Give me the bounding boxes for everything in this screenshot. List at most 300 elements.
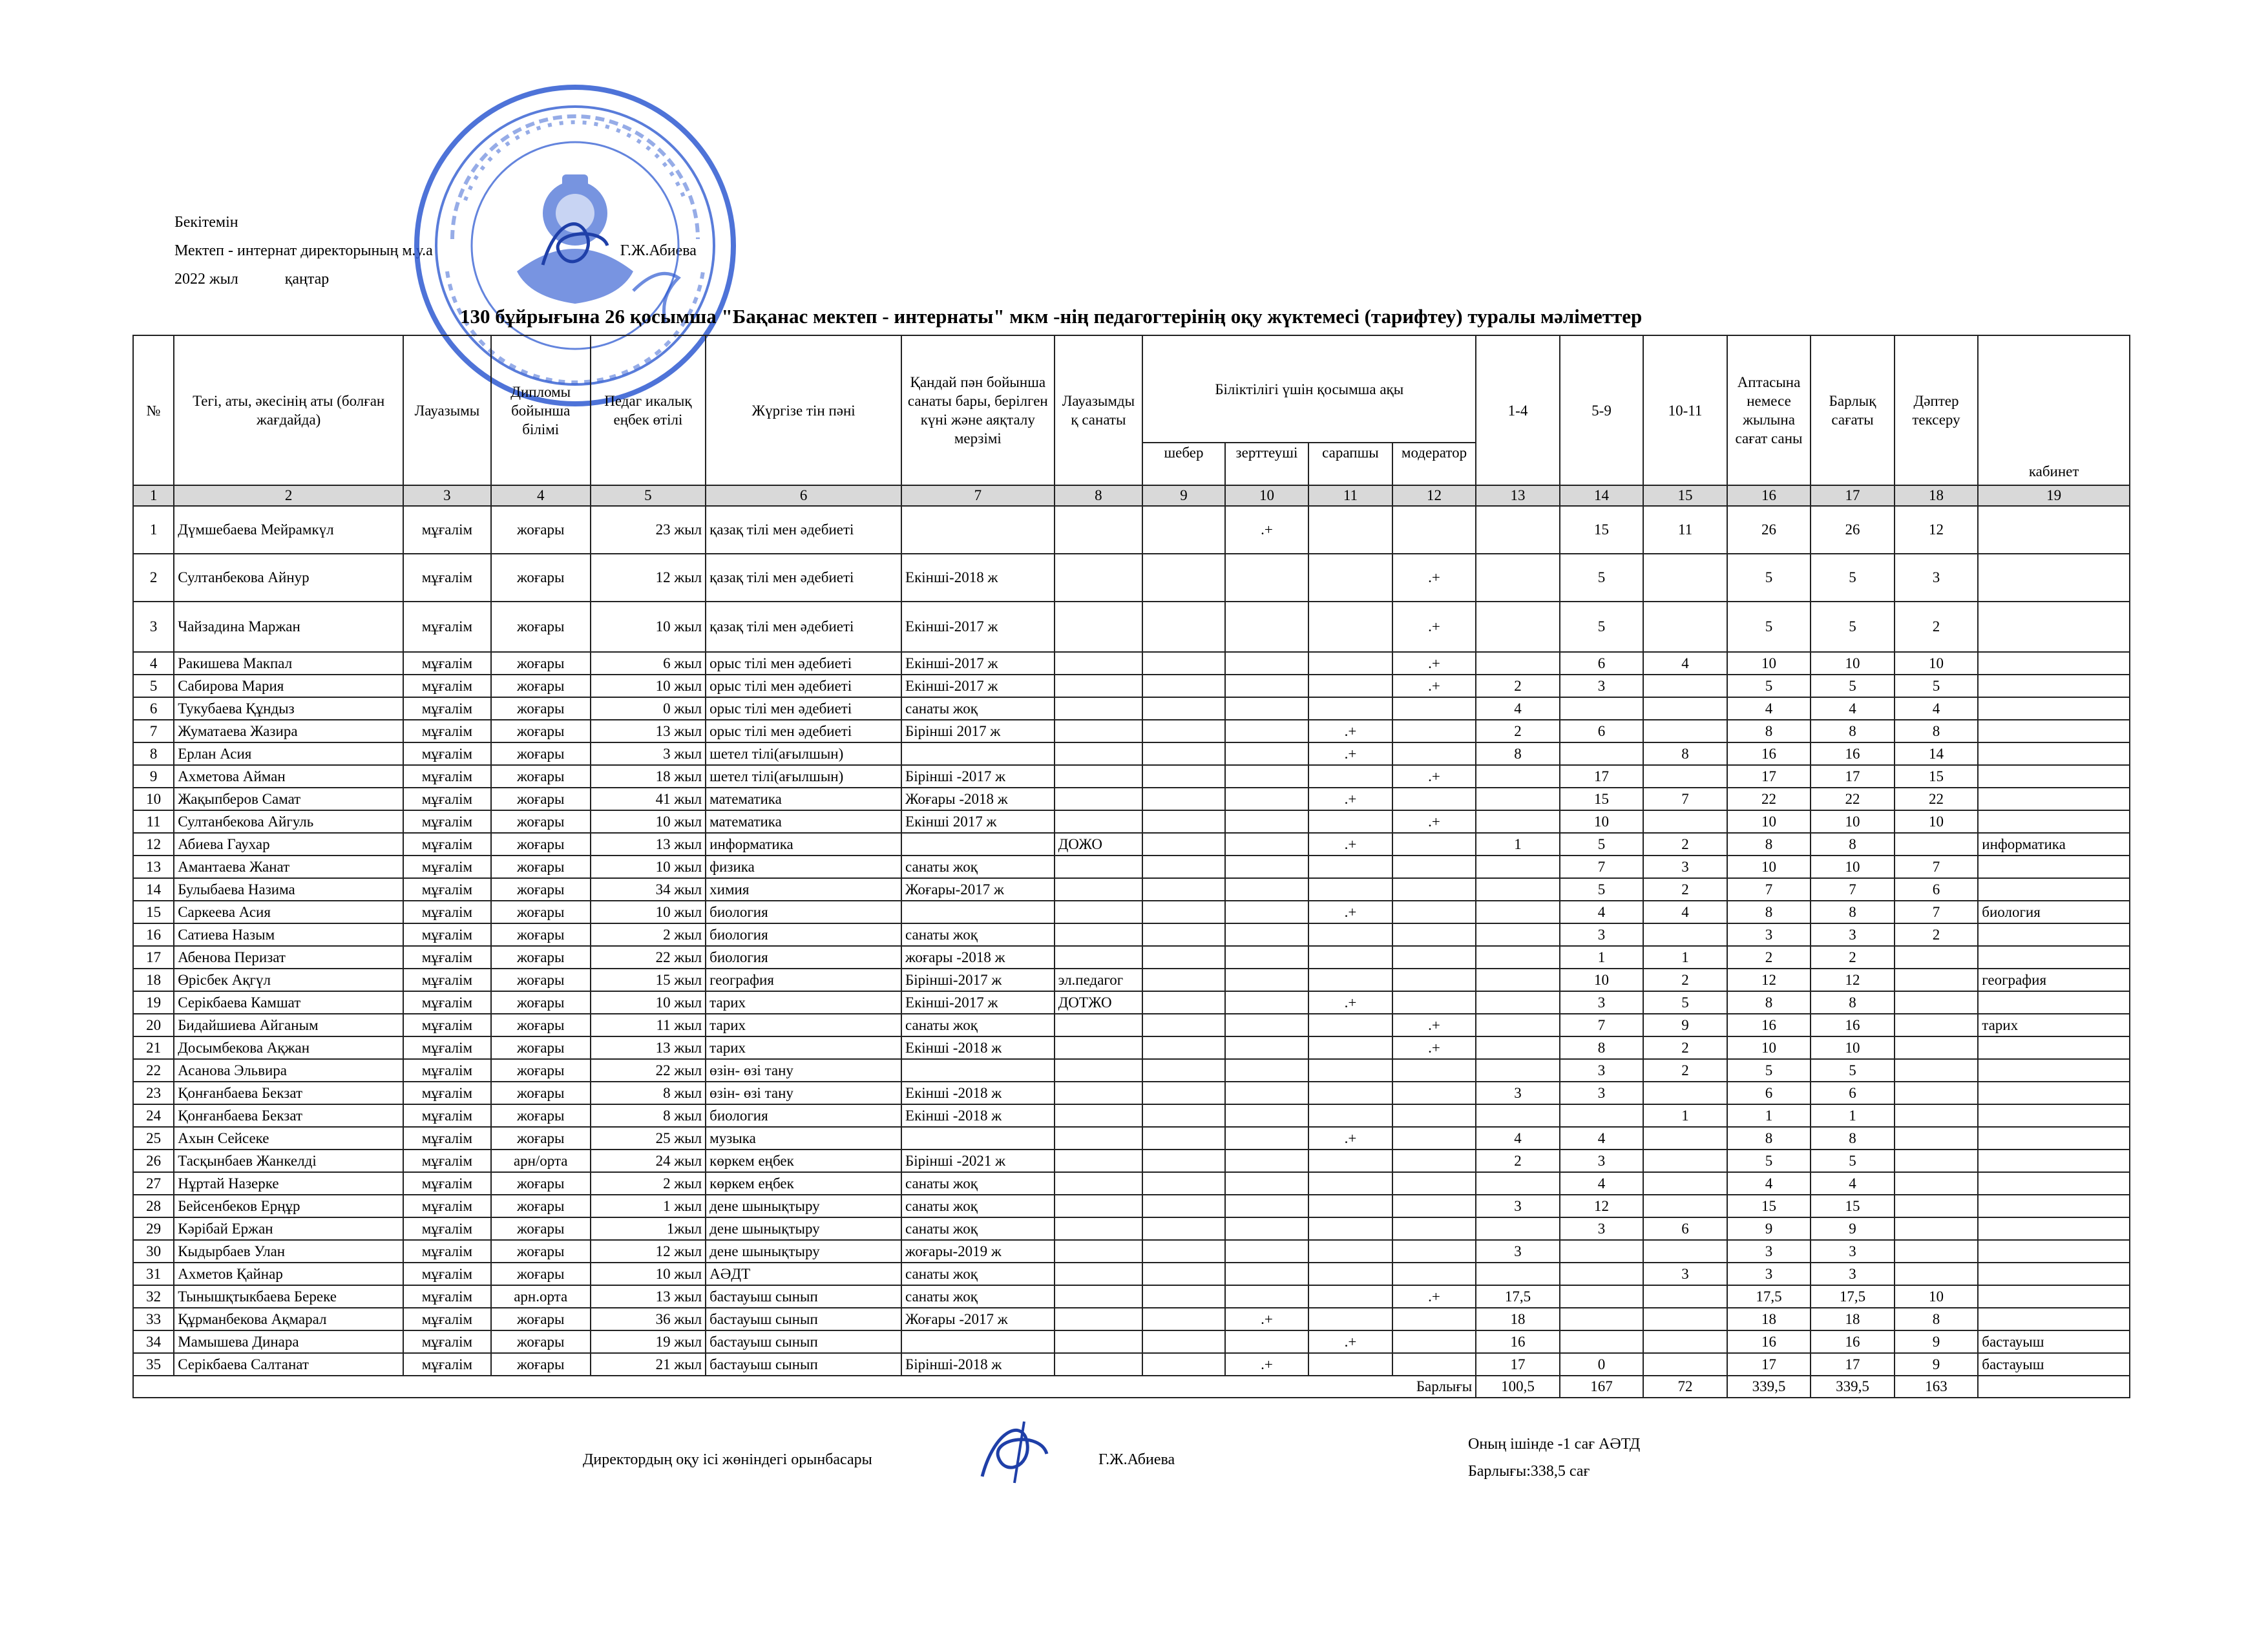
cell-weekly-hours: 18 [1727,1308,1811,1330]
cell-position-category [1055,1172,1143,1195]
cell-qual-moderator [1392,991,1476,1014]
cell-experience: 12 жыл [591,554,706,602]
cell-experience: 10 жыл [591,1263,706,1285]
cell-cabinet [1978,856,2130,878]
cell-teacher-name: Амантаева Жанат [174,856,403,878]
cell-diploma: жоғары [491,765,591,788]
cell-total-hours: 4 [1811,697,1895,720]
cell-grades-1-4 [1476,765,1560,788]
cell-teacher-name: Султанбекова Айгуль [174,810,403,833]
header-category: Қандай пән бойынша санаты бары, берілген күні және аяқталу мерзімі [901,335,1055,485]
cell-cabinet [1978,1082,2130,1104]
cell-qual-master [1142,1014,1224,1036]
totals-grades-1-4: 100,5 [1476,1376,1560,1398]
deputy-name: Г.Ж.Абиева [1098,1451,1175,1468]
cell-position-category [1055,652,1143,675]
cell-cabinet: бастауыш [1978,1353,2130,1376]
cell-experience: 19 жыл [591,1330,706,1353]
cell-qual-expert [1308,1353,1392,1376]
cell-category: санаты жоқ [901,1172,1055,1195]
cell-diploma: жоғары [491,506,591,554]
cell-teacher-name: Ерлан Асия [174,742,403,765]
cell-cabinet [1978,1036,2130,1059]
cell-qual-expert [1308,969,1392,991]
cell-qual-researcher [1225,1127,1309,1150]
cell-category: Жоғары -2017 ж [901,1308,1055,1330]
table-body [133,506,2130,1376]
cell-grades-5-9 [1560,1285,1644,1308]
cell-teacher-name: Сабирова Мария [174,675,403,697]
cell-qual-expert: .+ [1308,901,1392,923]
cell-experience: 8 жыл [591,1104,706,1127]
cell-qual-expert [1308,506,1392,554]
cell-row-number: 29 [133,1217,174,1240]
cell-qual-moderator: .+ [1392,1285,1476,1308]
cell-qual-researcher [1225,969,1309,991]
cell-teacher-name: Султанбекова Айнур [174,554,403,602]
header-grades-1-4: 1-4 [1476,335,1560,485]
cell-grades-5-9: 10 [1560,810,1644,833]
col-number: 13 [1476,485,1560,506]
cell-notebook-check: 2 [1895,923,1979,946]
cell-diploma: жоғары [491,675,591,697]
cell-grades-1-4 [1476,1014,1560,1036]
cell-total-hours: 10 [1811,810,1895,833]
cell-qual-moderator [1392,506,1476,554]
cell-total-hours: 22 [1811,788,1895,810]
cell-total-hours: 3 [1811,1263,1895,1285]
cell-total-hours: 4 [1811,1172,1895,1195]
cell-grades-1-4: 17 [1476,1353,1560,1376]
cell-weekly-hours: 8 [1727,833,1811,856]
cell-row-number: 14 [133,878,174,901]
cell-experience: 22 жыл [591,1059,706,1082]
cell-experience: 22 жыл [591,946,706,969]
cell-category: санаты жоқ [901,1217,1055,1240]
cell-qual-researcher [1225,1014,1309,1036]
cell-notebook-check: 3 [1895,554,1979,602]
cell-teacher-name: Булыбаева Назима [174,878,403,901]
cell-grades-5-9: 3 [1560,991,1644,1014]
cell-total-hours: 8 [1811,833,1895,856]
cell-category: Екінші-2018 ж [901,554,1055,602]
cell-total-hours: 16 [1811,1330,1895,1353]
cell-category [901,742,1055,765]
cell-qual-moderator [1392,1082,1476,1104]
approval-director-name: Г.Ж.Абиева [620,242,697,259]
cell-total-hours: 3 [1811,923,1895,946]
cell-position: мұғалім [403,833,491,856]
cell-teacher-name: Тасқынбаев Жанкелді [174,1150,403,1172]
cell-subject: бастауыш сынып [706,1330,901,1353]
cell-notebook-check [1895,1263,1979,1285]
cell-cabinet [1978,1195,2130,1217]
cell-subject: информатика [706,833,901,856]
totals-weekly: 339,5 [1727,1376,1811,1398]
cell-grades-5-9: 10 [1560,969,1644,991]
cell-cabinet [1978,1127,2130,1150]
header-cabinet: кабинет [1978,335,2130,485]
cell-qual-researcher [1225,1172,1309,1195]
header-grades-5-9: 5-9 [1560,335,1644,485]
cell-weekly-hours: 5 [1727,554,1811,602]
cell-teacher-name: Тукубаева Құндыз [174,697,403,720]
cell-qual-moderator [1392,946,1476,969]
totals-grades-5-9: 167 [1560,1376,1644,1398]
cell-teacher-name: Жуматаева Жазира [174,720,403,742]
table-row [133,554,2130,602]
cell-diploma: арн/орта [491,1150,591,1172]
cell-notebook-check [1895,1082,1979,1104]
cell-weekly-hours: 15 [1727,1195,1811,1217]
table-row [133,720,2130,742]
cell-cabinet [1978,697,2130,720]
cell-grades-10-11: 6 [1643,1217,1727,1240]
cell-grades-5-9: 3 [1560,675,1644,697]
cell-qual-researcher [1225,554,1309,602]
cell-qual-moderator: .+ [1392,675,1476,697]
cell-position: мұғалім [403,765,491,788]
cell-experience: 10 жыл [591,901,706,923]
cell-qual-expert: .+ [1308,742,1392,765]
header-name: Тегі, аты, әкесінің аты (болған жағдайда) [174,335,403,485]
cell-grades-10-11: 2 [1643,969,1727,991]
table-row [133,602,2130,652]
cell-qual-expert [1308,652,1392,675]
cell-teacher-name: Кәрібай Ержан [174,1217,403,1240]
cell-grades-10-11 [1643,1330,1727,1353]
cell-qual-moderator [1392,788,1476,810]
cell-qual-master [1142,923,1224,946]
cell-teacher-name: Сатиева Назым [174,923,403,946]
cell-weekly-hours: 10 [1727,856,1811,878]
cell-weekly-hours: 3 [1727,923,1811,946]
cell-subject: дене шынықтыру [706,1240,901,1263]
cell-cabinet [1978,1059,2130,1082]
col-number: 5 [591,485,706,506]
cell-position-category [1055,810,1143,833]
cell-row-number: 9 [133,765,174,788]
cell-qual-moderator [1392,1104,1476,1127]
cell-diploma: жоғары [491,1240,591,1263]
cell-grades-10-11: 3 [1643,1263,1727,1285]
cell-qual-master [1142,901,1224,923]
cell-qual-master [1142,1353,1224,1376]
cell-subject: шетел тілі(ағылшын) [706,765,901,788]
table-row [133,765,2130,788]
cell-total-hours: 8 [1811,1127,1895,1150]
cell-qual-moderator [1392,1240,1476,1263]
cell-diploma: жоғары [491,833,591,856]
cell-qual-expert [1308,810,1392,833]
cell-category: жоғары -2018 ж [901,946,1055,969]
cell-qual-expert [1308,675,1392,697]
cell-cabinet [1978,720,2130,742]
cell-experience: 6 жыл [591,652,706,675]
cell-position-category [1055,901,1143,923]
cell-position-category [1055,1353,1143,1376]
table-row [133,1240,2130,1263]
cell-position-category [1055,1014,1143,1036]
col-number: 17 [1811,485,1895,506]
cell-qual-master [1142,1308,1224,1330]
header-no: № [133,335,174,485]
cell-total-hours: 5 [1811,675,1895,697]
cell-grades-5-9 [1560,742,1644,765]
cell-qual-researcher [1225,923,1309,946]
cell-qual-moderator [1392,1217,1476,1240]
cell-position: мұғалім [403,946,491,969]
cell-teacher-name: Досымбекова Ақжан [174,1036,403,1059]
cell-diploma: жоғары [491,946,591,969]
column-number-row [133,485,2130,506]
table-row [133,833,2130,856]
cell-qual-master [1142,856,1224,878]
cell-cabinet [1978,1240,2130,1263]
cell-qual-researcher [1225,810,1309,833]
cell-experience: 23 жыл [591,506,706,554]
cell-grades-5-9: 15 [1560,788,1644,810]
col-number: 15 [1643,485,1727,506]
cell-row-number: 34 [133,1330,174,1353]
cell-cabinet [1978,1308,2130,1330]
cell-teacher-name: Бидайшиева Айганым [174,1014,403,1036]
cell-cabinet [1978,923,2130,946]
cell-subject: математика [706,810,901,833]
cell-qual-expert [1308,856,1392,878]
cell-grades-5-9: 1 [1560,946,1644,969]
col-number: 3 [403,485,491,506]
cell-qual-expert [1308,1308,1392,1330]
cell-qual-researcher [1225,788,1309,810]
cell-qual-master [1142,1059,1224,1082]
cell-cabinet [1978,1150,2130,1172]
director-signature [530,213,620,278]
cell-qual-researcher [1225,1240,1309,1263]
cell-position: мұғалім [403,969,491,991]
cell-qual-expert [1308,1036,1392,1059]
cell-notebook-check: 4 [1895,697,1979,720]
cell-weekly-hours: 12 [1727,969,1811,991]
cell-position: мұғалім [403,1217,491,1240]
cell-notebook-check: 9 [1895,1353,1979,1376]
cell-qual-researcher: .+ [1225,506,1309,554]
totals-notebook: 163 [1895,1376,1979,1398]
cell-subject: орыс тілі мен әдебиеті [706,675,901,697]
col-number: 7 [901,485,1055,506]
cell-grades-10-11: 4 [1643,901,1727,923]
cell-grades-10-11 [1643,602,1727,652]
cell-grades-1-4 [1476,788,1560,810]
cell-subject: география [706,969,901,991]
cell-position-category [1055,1195,1143,1217]
cell-weekly-hours: 17,5 [1727,1285,1811,1308]
cell-experience: 10 жыл [591,810,706,833]
col-number: 14 [1560,485,1644,506]
cell-row-number: 11 [133,810,174,833]
cell-category: Екінші -2018 ж [901,1082,1055,1104]
cell-teacher-name: Ахын Сейсеке [174,1127,403,1150]
cell-grades-1-4: 1 [1476,833,1560,856]
cell-grades-1-4: 4 [1476,1127,1560,1150]
cell-diploma: жоғары [491,991,591,1014]
cell-qual-master [1142,1285,1224,1308]
cell-position: мұғалім [403,991,491,1014]
table-row [133,675,2130,697]
cell-position-category [1055,856,1143,878]
cell-qual-moderator: .+ [1392,554,1476,602]
cell-qual-master [1142,742,1224,765]
cell-row-number: 8 [133,742,174,765]
table-row [133,788,2130,810]
cell-subject: өзін- өзі тану [706,1082,901,1104]
cell-experience: 12 жыл [591,1240,706,1263]
cell-weekly-hours: 9 [1727,1217,1811,1240]
cell-subject: музыка [706,1127,901,1150]
cell-qual-expert [1308,1285,1392,1308]
cell-experience: 15 жыл [591,969,706,991]
cell-subject: химия [706,878,901,901]
cell-experience: 24 жыл [591,1150,706,1172]
totals-grades-10-11: 72 [1643,1376,1727,1398]
cell-cabinet: бастауыш [1978,1330,2130,1353]
cell-weekly-hours: 22 [1727,788,1811,810]
cell-grades-1-4 [1476,901,1560,923]
header-position: Лауазымы [403,335,491,485]
cell-cabinet [1978,810,2130,833]
cell-position-category [1055,697,1143,720]
table-row [133,697,2130,720]
cell-position: мұғалім [403,742,491,765]
cell-category: Екінші-2017 ж [901,675,1055,697]
table-row [133,856,2130,878]
cell-total-hours: 10 [1811,1036,1895,1059]
cell-total-hours: 5 [1811,554,1895,602]
cell-total-hours: 10 [1811,856,1895,878]
cell-diploma: жоғары [491,697,591,720]
cell-grades-5-9 [1560,697,1644,720]
cell-weekly-hours: 10 [1727,1036,1811,1059]
approval-year: 2022 жыл [174,271,238,288]
cell-subject: бастауыш сынып [706,1353,901,1376]
cell-category: жоғары-2019 ж [901,1240,1055,1263]
cell-experience: 1 жыл [591,1195,706,1217]
cell-subject: биология [706,923,901,946]
cell-grades-10-11 [1643,697,1727,720]
cell-qual-moderator: .+ [1392,652,1476,675]
cell-position-category [1055,1104,1143,1127]
cell-qual-moderator [1392,1150,1476,1172]
cell-qual-researcher [1225,1330,1309,1353]
cell-diploma: жоғары [491,1059,591,1082]
cell-weekly-hours: 6 [1727,1082,1811,1104]
cell-weekly-hours: 4 [1727,697,1811,720]
cell-category: Екінші-2017 ж [901,991,1055,1014]
cell-subject: тарих [706,991,901,1014]
cell-grades-1-4 [1476,1263,1560,1285]
cell-category [901,833,1055,856]
cell-row-number: 21 [133,1036,174,1059]
cell-row-number: 15 [133,901,174,923]
cell-qual-expert [1308,697,1392,720]
cell-row-number: 20 [133,1014,174,1036]
cell-position: мұғалім [403,675,491,697]
cell-teacher-name: Нұртай Назерке [174,1172,403,1195]
cell-position: мұғалім [403,1059,491,1082]
cell-subject: бастауыш сынып [706,1285,901,1308]
cell-position-category [1055,675,1143,697]
cell-category: Жоғары-2017 ж [901,878,1055,901]
cell-notebook-check [1895,991,1979,1014]
cell-qual-master [1142,969,1224,991]
cell-grades-5-9: 7 [1560,856,1644,878]
cell-total-hours: 5 [1811,602,1895,652]
cell-row-number: 16 [133,923,174,946]
cell-row-number: 10 [133,788,174,810]
cell-grades-1-4 [1476,810,1560,833]
cell-grades-10-11 [1643,765,1727,788]
cell-grades-10-11 [1643,1127,1727,1150]
cell-diploma: жоғары [491,1263,591,1285]
cell-row-number: 2 [133,554,174,602]
cell-subject: қазақ тілі мен әдебиеті [706,506,901,554]
cell-position: мұғалім [403,1172,491,1195]
cell-qual-researcher [1225,1263,1309,1285]
cell-experience: 11 жыл [591,1014,706,1036]
cell-category: Бірінші-2018 ж [901,1353,1055,1376]
cell-qual-moderator [1392,1195,1476,1217]
cell-category: санаты жоқ [901,1195,1055,1217]
cell-experience: 34 жыл [591,878,706,901]
cell-row-number: 19 [133,991,174,1014]
header-qual-master: шебер [1142,443,1224,485]
cell-subject: орыс тілі мен әдебиеті [706,697,901,720]
cell-grades-1-4: 4 [1476,697,1560,720]
cell-position-category [1055,1127,1143,1150]
col-number: 12 [1392,485,1476,506]
cell-subject: өзін- өзі тану [706,1059,901,1082]
cell-row-number: 26 [133,1150,174,1172]
cell-qual-researcher [1225,697,1309,720]
cell-grades-5-9: 5 [1560,878,1644,901]
cell-notebook-check: 10 [1895,1285,1979,1308]
cell-qual-expert [1308,878,1392,901]
cell-cabinet [1978,765,2130,788]
cell-row-number: 17 [133,946,174,969]
header-weekly-hours: Аптасына немесе жылына сағат саны [1727,335,1811,485]
cell-diploma: жоғары [491,1353,591,1376]
cell-qual-expert [1308,1014,1392,1036]
cell-grades-10-11: 8 [1643,742,1727,765]
cell-qual-expert [1308,1104,1392,1127]
cell-row-number: 25 [133,1127,174,1150]
cell-position-category [1055,1217,1143,1240]
cell-qual-researcher [1225,765,1309,788]
table-row [133,1263,2130,1285]
cell-total-hours: 8 [1811,720,1895,742]
cell-total-hours: 17,5 [1811,1285,1895,1308]
cell-grades-5-9: 17 [1560,765,1644,788]
cell-diploma: жоғары [491,1172,591,1195]
header-qual-expert: сарапшы [1308,443,1392,485]
cell-diploma: жоғары [491,720,591,742]
cell-qual-master [1142,1127,1224,1150]
cell-position: мұғалім [403,1195,491,1217]
cell-position: мұғалім [403,1353,491,1376]
cell-qual-master [1142,1240,1224,1263]
cell-position: мұғалім [403,1240,491,1263]
cell-notebook-check: 7 [1895,901,1979,923]
